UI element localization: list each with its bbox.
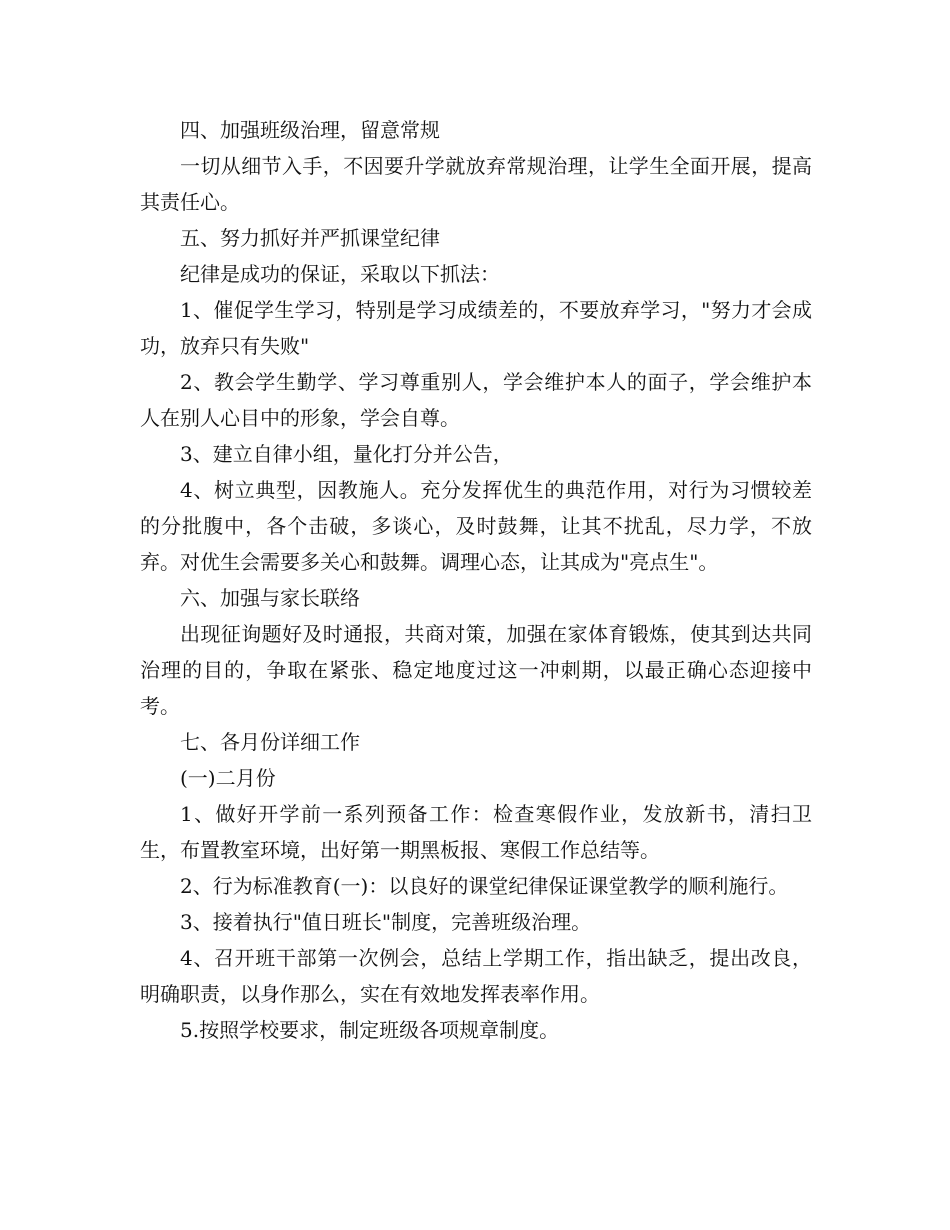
list-item: 3、建立自律小组，量化打分并公告，: [180, 442, 513, 466]
list-item: 2、行为标准教育(一)：以良好的课堂纪律保证课堂教学的顺利施行。: [180, 874, 789, 898]
section-heading-4: 四、加强班级治理，留意常规: [180, 118, 440, 142]
list-item: 3、接着执行"值日班长"制度，完善班级治理。: [180, 910, 592, 934]
list-item: 5.按照学校要求，制定班级各项规章制度。: [180, 1018, 560, 1042]
list-item: 1、做好开学前一系列预备工作：检查寒假作业，发放新书，清扫卫生，布置教室环境，出好第一期黑板报、寒假工作总结等。: [140, 802, 812, 862]
subsection-heading: (一)二月份: [180, 766, 276, 790]
document-body: [140, 112, 812, 1048]
list-item: 4、召开班干部第一次例会，总结上学期工作，指出缺乏，提出改良，明确职责，以身作那么，实在有效地发挥表率作用。: [140, 946, 812, 1006]
section-heading-6: 六、加强与家长联络: [180, 586, 360, 610]
list-item: 1、催促学生学习，特别是学习成绩差的，不要放弃学习，"努力才会成功，放弃只有失败": [140, 298, 812, 358]
list-item: 4、树立典型，因教施人。充分发挥优生的典范作用，对行为习惯较差的分批腹中，各个击破，多谈心，及时鼓舞，让其不扰乱，尽力学，不放弃。对优生会需要多关心和鼓舞。调理心态，让其成为"亮点生"。: [140, 478, 812, 574]
paragraph: 一切从细节入手，不因要升学就放弃常规治理，让学生全面开展，提高其责任心。: [140, 154, 812, 214]
list-item: 2、教会学生勤学、学习尊重别人，学会维护本人的面子，学会维护本人在别人心目中的形象，学会自尊。: [140, 370, 812, 430]
paragraph: 出现征询题好及时通报，共商对策，加强在家体育锻炼，使其到达共同治理的目的，争取在紧张、稳定地度过这一冲刺期，以最正确心态迎接中考。: [140, 622, 812, 718]
paragraph: 纪律是成功的保证，采取以下抓法：: [180, 262, 500, 286]
section-heading-5: 五、努力抓好并严抓课堂纪律: [180, 226, 440, 250]
section-heading-7: 七、各月份详细工作: [180, 730, 360, 754]
